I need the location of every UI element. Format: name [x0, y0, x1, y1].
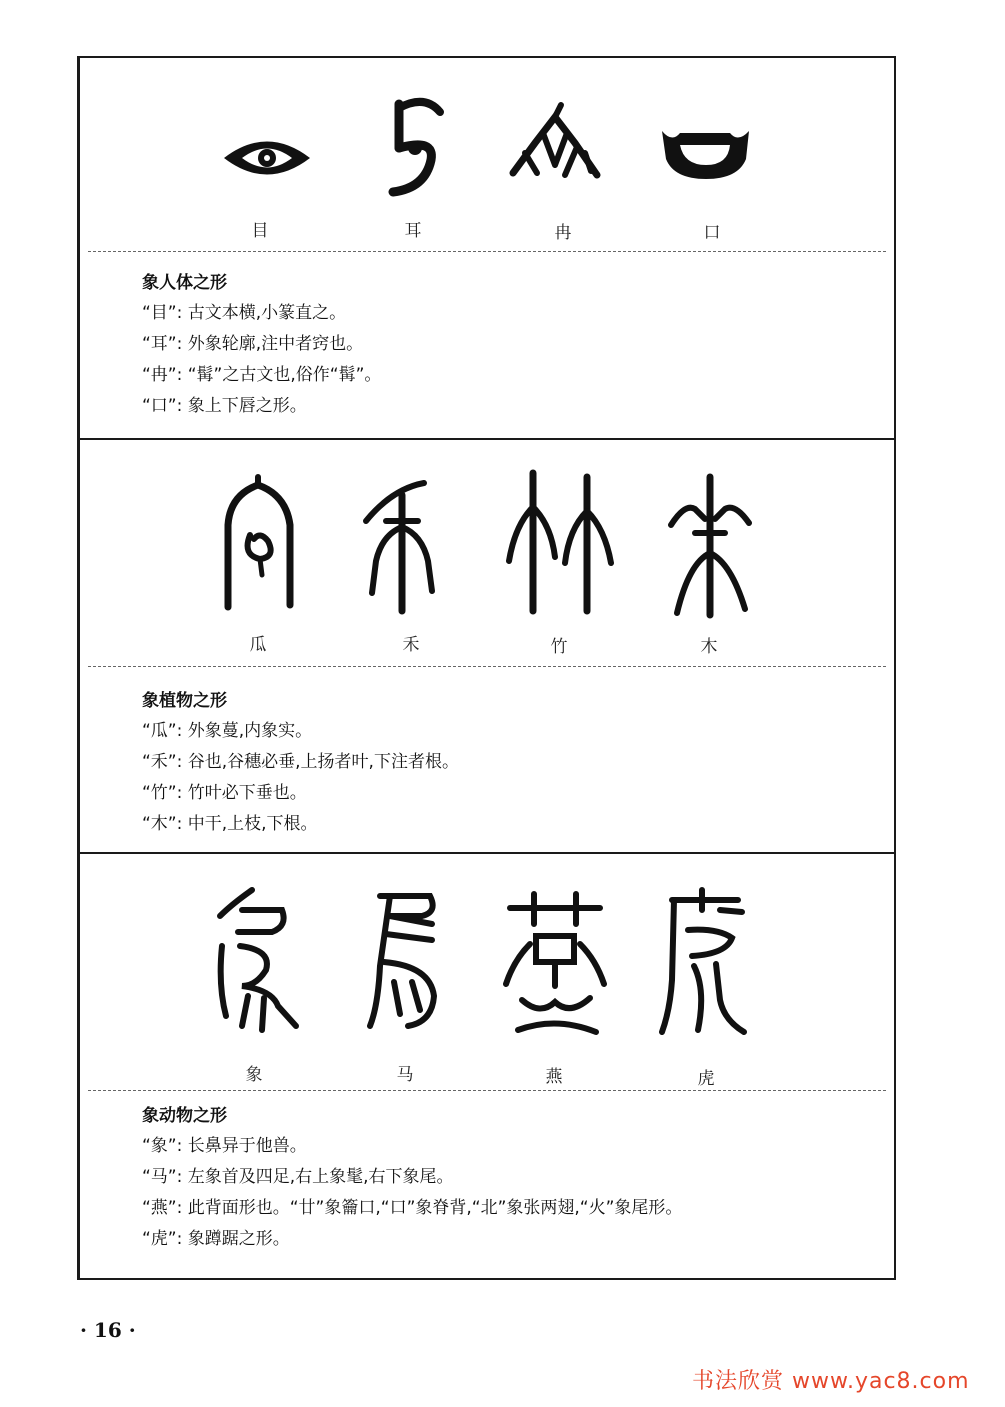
- glyph-label: 耳: [404, 221, 422, 241]
- seal-glyph-he-grain: [362, 481, 442, 621]
- description-line: “瓜”: 外象蔓,内象实。: [142, 721, 313, 741]
- description-line: “目”: 古文本横,小篆直之。: [142, 303, 347, 323]
- description-line: “竹”: 竹叶必下垂也。: [142, 783, 307, 803]
- section-title: 象人体之形: [142, 273, 227, 293]
- glyph-label: 象: [245, 1065, 263, 1085]
- glyph-row-plants: [80, 463, 894, 633]
- description-line: “耳”: 外象轮廓,注中者窍也。: [142, 334, 364, 354]
- section-divider: [80, 852, 894, 854]
- seal-glyph-mu-tree: [665, 473, 755, 623]
- glyph-row-body: [80, 88, 894, 238]
- seal-glyph-ran-beard: [505, 103, 605, 183]
- description-plants: [142, 686, 459, 840]
- description-line: “禾”: 谷也,谷穗必垂,上扬者叶,下注者根。: [142, 752, 459, 772]
- glyph-label: 冉: [554, 223, 572, 243]
- section-divider-dashed: [88, 251, 886, 252]
- glyph-label: 燕: [545, 1067, 563, 1087]
- seal-glyph-hu-tiger: [658, 890, 748, 1040]
- glyph-label: 木: [700, 637, 718, 657]
- description-line: “口”: 象上下唇之形。: [142, 396, 307, 416]
- glyph-label: 马: [396, 1065, 414, 1085]
- watermark-text: 书法欣赏 www.yac8.com: [692, 1369, 970, 1394]
- section-divider: [80, 438, 894, 440]
- page-frame: [77, 56, 896, 1280]
- description-body: [142, 268, 381, 422]
- glyph-label: 口: [703, 223, 721, 243]
- section-divider-dashed: [88, 1090, 886, 1091]
- seal-glyph-gua-melon: [220, 475, 300, 615]
- description-line: “燕”: 此背面形也。“廿”象籥口,“口”象脊背,“北”象张两翅,“火”象尾形。: [142, 1198, 683, 1218]
- glyph-label: 虎: [697, 1069, 715, 1089]
- description-line: “虎”: 象蹲踞之形。: [142, 1229, 290, 1249]
- seal-glyph-er-ear: [385, 98, 445, 198]
- section-title: 象植物之形: [142, 691, 227, 711]
- seal-glyph-mu-eye: [222, 133, 312, 183]
- section-divider-dashed: [88, 666, 886, 667]
- seal-glyph-yan-swallow: [500, 890, 610, 1040]
- description-animals: [142, 1101, 682, 1255]
- seal-glyph-ma-horse: [360, 886, 450, 1036]
- seal-glyph-xiang-elephant: [212, 886, 302, 1036]
- description-line: “象”: 长鼻异于他兽。: [142, 1136, 307, 1156]
- glyph-label: 禾: [402, 635, 420, 655]
- glyph-row-animals: [80, 876, 894, 1056]
- section-title: 象动物之形: [142, 1106, 227, 1126]
- glyph-label: 瓜: [249, 635, 267, 655]
- page-number: · 16 ·: [80, 1318, 136, 1342]
- seal-glyph-kou-mouth: [658, 123, 753, 183]
- glyph-label: 目: [251, 221, 269, 241]
- glyph-label: 竹: [550, 637, 568, 657]
- description-line: “冉”: “髯”之古文也,俗作“髯”。: [142, 365, 382, 385]
- description-line: “马”: 左象首及四足,右上象髦,右下象尾。: [142, 1167, 454, 1187]
- seal-glyph-zhu-bamboo: [505, 471, 615, 621]
- description-line: “木”: 中干,上枝,下根。: [142, 814, 318, 834]
